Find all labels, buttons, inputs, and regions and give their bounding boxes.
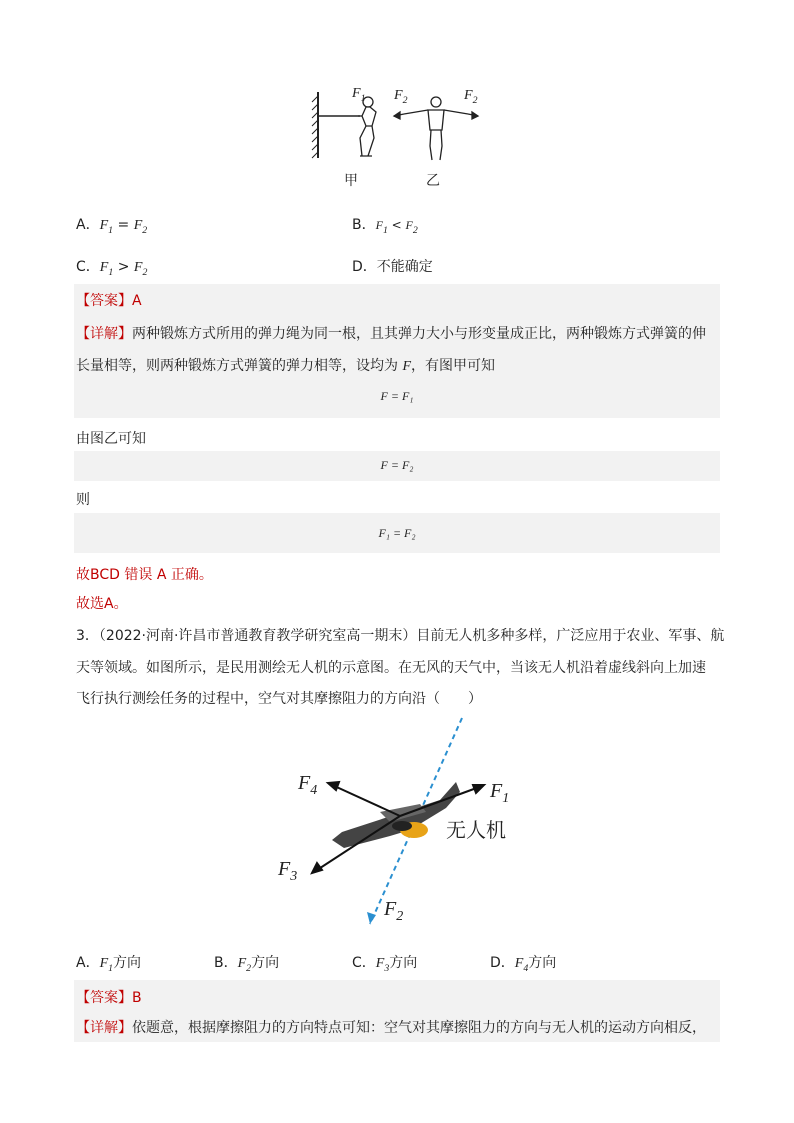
q3-option-d[interactable]: D．$F_4$方向 — [490, 955, 557, 974]
label-f1: $F_1$ — [352, 86, 366, 104]
q2-conclusion-1: 故BCD 错误 A 正确。 — [76, 567, 213, 583]
q2-option-b[interactable]: B．$F_1 < F_2$ — [352, 217, 418, 236]
q2-equation-1: F = F₁ — [380, 389, 414, 403]
label-drone-f1: $F_1$ — [490, 780, 510, 806]
q3-option-b[interactable]: B．$F_2$方向 — [214, 955, 280, 974]
q2-text-from-yi: 由图乙可知 — [76, 431, 146, 447]
caption-yi: 乙 — [426, 173, 440, 189]
f2-arrowhead — [367, 912, 376, 924]
q2-equation-2: F = F₂ — [380, 458, 414, 472]
label-drone-f2: $F_2$ — [384, 898, 404, 924]
q2-option-c[interactable]: C．$F_1 > F_2$ — [76, 259, 148, 278]
drone-figure — [270, 712, 530, 932]
q2-equation-3: F₁ = F₂ — [378, 526, 416, 540]
q3-option-a[interactable]: A．$F_1$方向 — [76, 955, 142, 974]
q2-detail-line2: 长量相等，则两种锻炼方式弹簧的弹力相等，设均为 F，有图甲可知 — [76, 358, 496, 374]
label-drone-f3: $F_3$ — [278, 858, 298, 884]
label-f2-left: $F_2$ — [394, 88, 408, 106]
q2-option-a[interactable]: A．$F_1 = F_2$ — [76, 217, 148, 236]
q2-conclusion-2: 故选A。 — [76, 596, 128, 612]
f4-arrow — [330, 784, 400, 816]
person-yi-icon — [404, 97, 468, 160]
q2-text-then: 则 — [76, 492, 90, 508]
label-f2-right: $F_2$ — [464, 88, 478, 106]
person-jia-icon — [358, 97, 376, 156]
q3-option-c[interactable]: C．$F_3$方向 — [352, 955, 418, 974]
q3-stem-line3: 飞行执行测绘任务的过程中，空气对其摩擦阻力的方向沿（ ） — [76, 691, 482, 707]
q3-answer: 【答案】B — [76, 990, 142, 1006]
q2-answer: 【答案】A — [76, 293, 142, 309]
f3-arrow — [314, 816, 400, 872]
q3-detail-line1: 【详解】依题意，根据摩擦阻力的方向特点可知：空气对其摩擦阻力的方向与无人机的运动方向相反， — [76, 1020, 706, 1036]
f1-arrow — [400, 786, 482, 816]
q2-option-d[interactable]: D．不能确定 — [352, 259, 433, 275]
q3-stem-line1: 3．（2022·河南·许昌市普通教育教学研究室高一期末）目前无人机多种多样，广泛应用于农业、军事、航 — [76, 628, 725, 644]
q2-detail-line1: 【详解】两种锻炼方式所用的弹力绳为同一根，且其弹力大小与形变量成正比，两种锻炼方式弹簧的伸 — [76, 326, 706, 342]
q3-stem-line2: 天等领域。如图所示，是民用测绘无人机的示意图。在无风的天气中，当该无人机沿着虚线斜向上加速 — [76, 660, 706, 676]
label-drone-f4: $F_4$ — [298, 772, 318, 798]
label-drone-name: 无人机 — [446, 818, 506, 842]
figure-jia-yi — [300, 82, 500, 192]
caption-jia: 甲 — [344, 173, 358, 189]
